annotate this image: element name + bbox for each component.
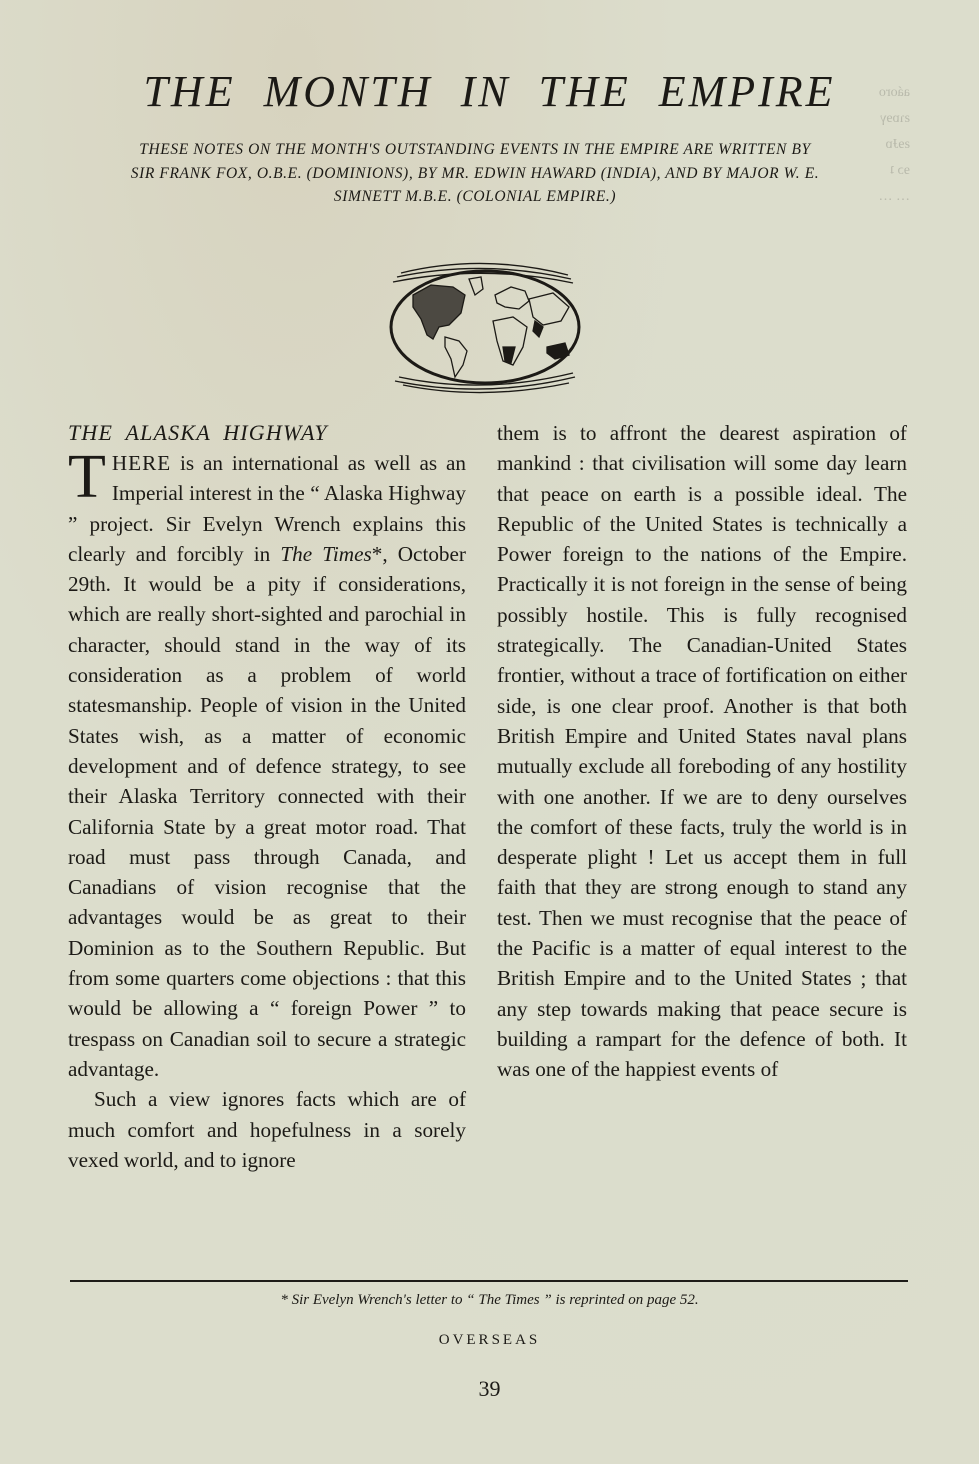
publication-title: The Times [280,541,372,566]
article-column-left [68,418,466,1175]
page-number: 39 [478,1376,501,1401]
world-map-icon [383,255,588,395]
page-title: THE MONTH IN THE EMPIRE [143,67,836,116]
article-paragraph: them is to affront the dearest aspiration of mankind : that civilisation will some day learn that peace on earth is a possible ideal. The Republic of the United States is technically a Power foreign to the nations of the Empire. Practically it is not foreign in the sense of being possibly hostile. This is fully recognised strategically. The Canadian-United States frontier, without a trace of fortification on either side, is one clear proof. Another is that both British Empire and United States naval plans mutually exclude all foreboding of any hostility with one another. If we are to deny ourselves the comfort of these facts, truly the world is in desperate plight ! Let us accept them in full faith that they are strong enough to stand any test. Then we must recognise that the peace of the Pacific is a matter of equal interest to the British Empire and to the United States ; that any step towards making that peace secure is building a rampart for the defence of both. It was one of the happiest events of [497,421,907,1082]
paragraph-text: is an international as well as an Imperial interest in the “ Alaska Highway ” project. Sir Evelyn Wrench explains this clearly and forcibly in [68,451,466,566]
section-heading: THE ALASKA HIGHWAY [68,420,328,445]
page-subtitle: THESE NOTES ON THE MONTH'S OUTSTANDING EVENTS IN THE EMPIRE ARE WRITTEN BY SIR FRANK FOX, O.B.E. (DOMINIONS), BY MR. EDWIN HAWARD (INDIA), AND BY MAJOR W. E. SIMNETT M.B.E. (COLONIAL EMPIRE.) [130,141,820,205]
lead-word: HERE [111,451,172,475]
article-paragraph [68,443,466,1084]
drop-cap: T [68,443,106,511]
article-paragraph: Such a view ignores facts which are of much comfort and hopefulness in a sorely vexed world, and to ignore [68,1087,466,1172]
article-column-right [497,418,907,1085]
show-through-text: aáoro ƨɿɒɘγ ƨɘɈɒ ɘɔ ʇ … … [878,85,910,204]
publication-masthead: OVERSEAS [438,1332,541,1348]
footnote: * Sir Evelyn Wrench's letter to “ The Times ” is reprinted on page 52. [280,1292,699,1308]
paragraph-text: *, October 29th. It would be a pity if considerations, which are really short-sighted and parochial in character, should stand in the way of its consideration as a problem of world statesmanship. People of vision in the United States wish, as a matter of economic development and of defence strategy, to see their Alaska Territory connected with their California State by a great motor road. That road must pass through Canada, and Canadians of vision recognise that the advantages would be as great to their Dominion as to the Southern Republic. But from some quarters come objections : that this would be allowing a “ foreign Power ” to trespass on Canadian soil to secure a strategic advantage. [68,541,466,1081]
footnote-divider [70,1280,908,1282]
